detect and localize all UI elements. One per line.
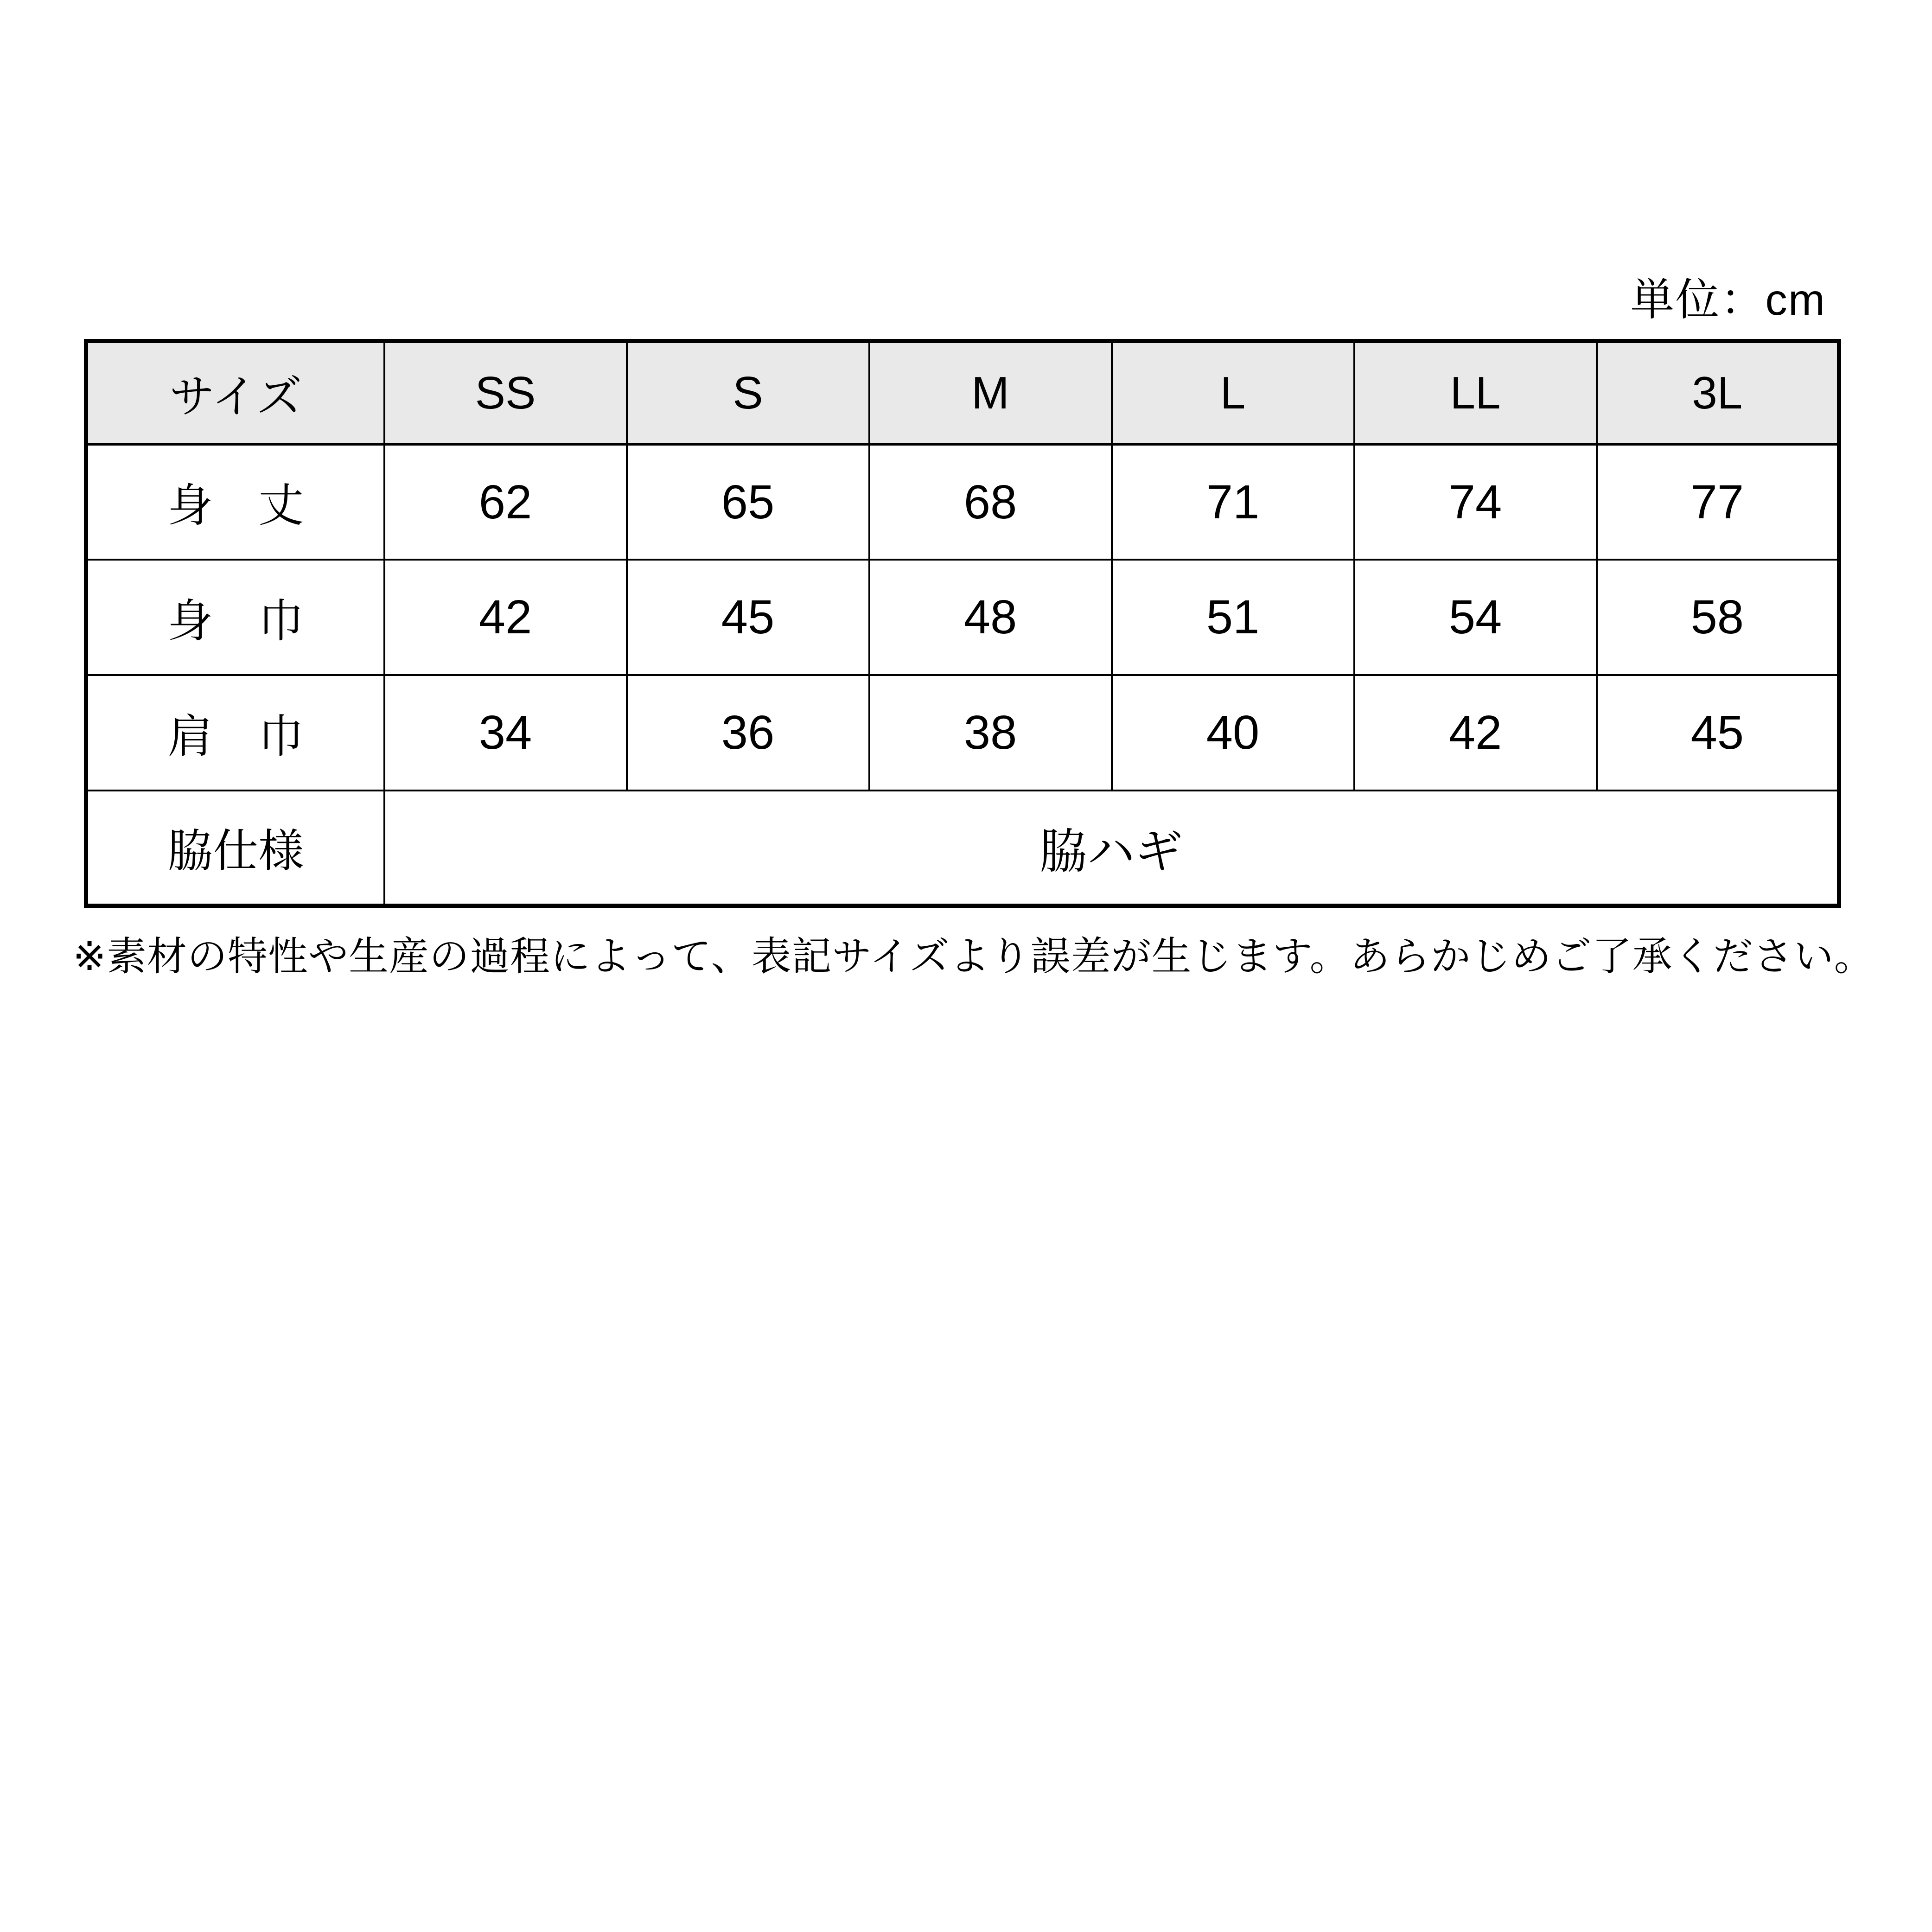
table-cell: 51 [1112,560,1354,675]
table-cell: 74 [1354,444,1597,560]
row-label-body-width: 身 巾 [86,560,384,675]
table-cell: 42 [1354,675,1597,791]
table-cell: 65 [627,444,869,560]
table-cell: 54 [1354,560,1597,675]
table-cell: 68 [869,444,1112,560]
table-cell: 45 [1597,675,1839,791]
size-table-header-row [86,341,1839,444]
table-cell: 36 [627,675,869,791]
table-cell: 77 [1597,444,1839,560]
row-body-length [86,444,1839,560]
unit-label: 単位：cm [1630,275,1826,325]
column-header-ll: LL [1354,341,1597,444]
row-label-shoulder-width: 肩 巾 [86,675,384,791]
table-cell: 40 [1112,675,1354,791]
column-header-l: L [1112,341,1354,444]
table-cell: 58 [1597,560,1839,675]
row-shoulder-width [86,675,1839,791]
table-cell: 38 [869,675,1112,791]
table-cell: 48 [869,560,1112,675]
table-cell: 45 [627,560,869,675]
table-cell: 34 [384,675,627,791]
column-header-m: M [869,341,1112,444]
column-header-ss: SS [384,341,627,444]
footnote: ※素材の特性や生産の過程によって、表記サイズより誤差が生じます。あらかじめご了承ください。 [73,934,1875,979]
row-body-width [86,560,1839,675]
column-header-size-label: サイズ [86,341,384,444]
side-spec-value-cell: 脇ハギ [384,791,1839,906]
row-label-body-length: 身 丈 [86,444,384,560]
table-cell: 71 [1112,444,1354,560]
column-header-3l: 3L [1597,341,1839,444]
column-header-s: S [627,341,869,444]
table-cell: 62 [384,444,627,560]
row-label-side-spec: 脇仕様 [86,791,384,906]
table-cell: 42 [384,560,627,675]
row-side-spec [86,791,1839,906]
size-table [84,339,1841,908]
